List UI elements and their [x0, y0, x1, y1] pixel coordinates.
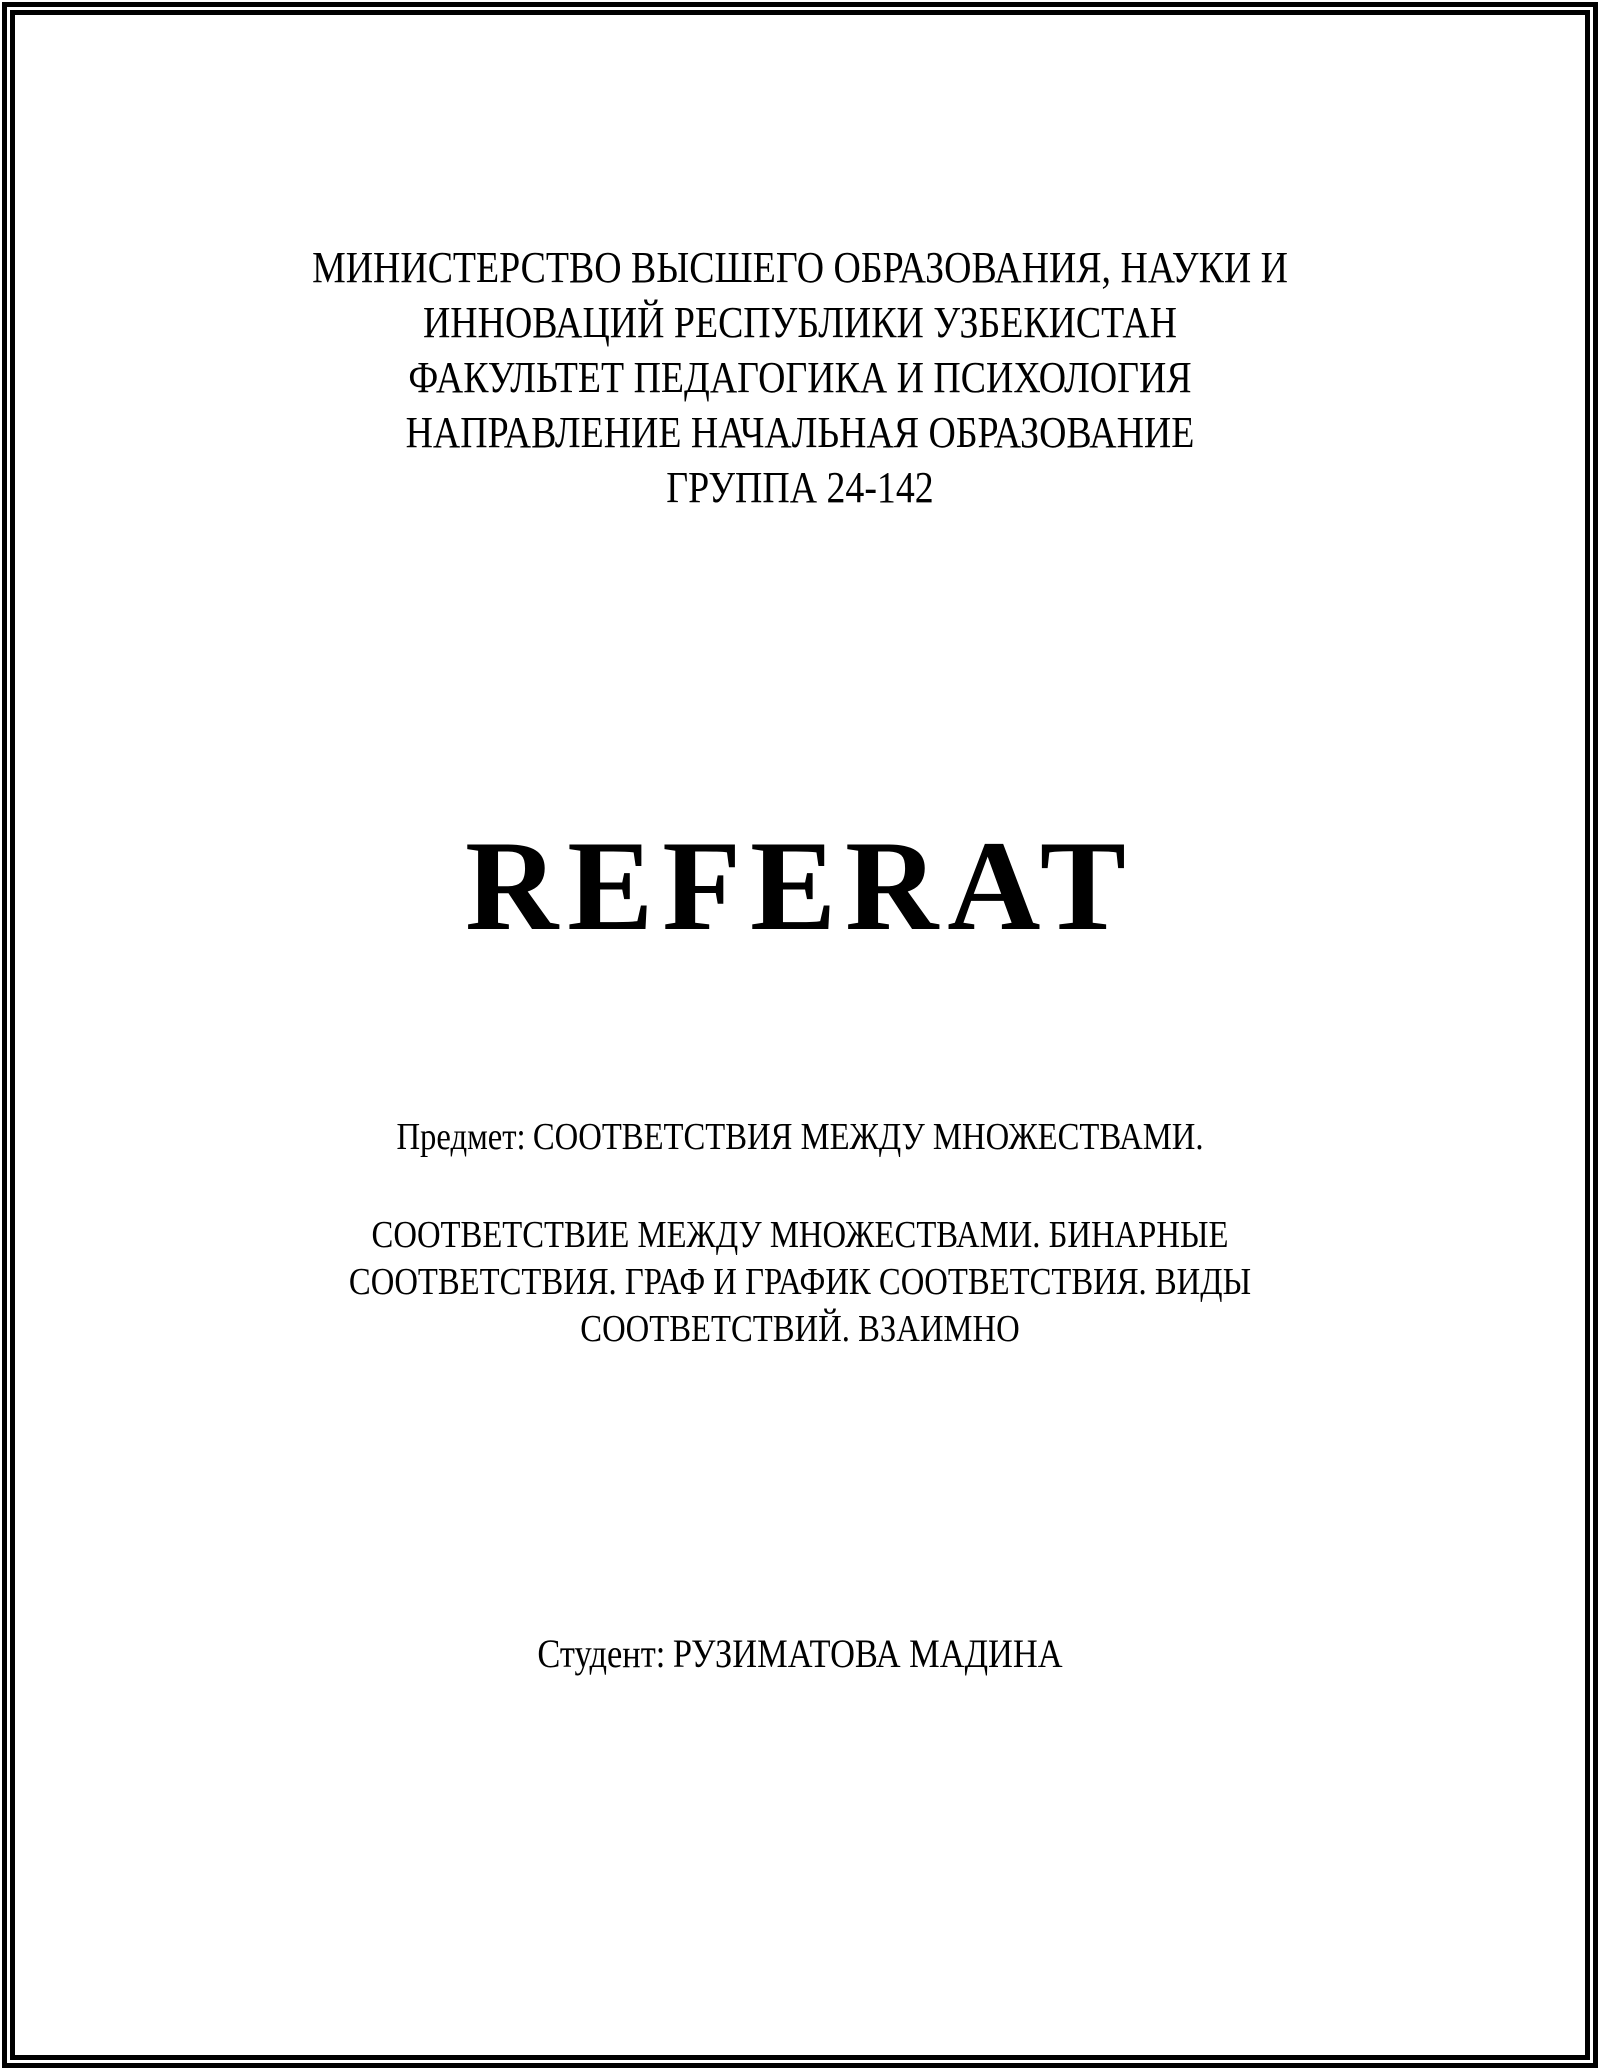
topic-line-3: СООТВЕТСТВИЙ. ВЗАИМНО: [580, 1308, 1020, 1350]
topic-line-1: СООТВЕТСТВИЕ МЕЖДУ МНОЖЕСТВАМИ. БИНАРНЫЕ: [371, 1214, 1229, 1256]
student-line: [112, 1629, 1488, 1679]
header-line-direction: НАПРАВЛЕНИЕ НАЧАЛЬНАЯ ОБРАЗОВАНИЕ: [405, 408, 1195, 457]
student-label: Студент:: [537, 1631, 666, 1676]
header-line-group: ГРУППА 24-142: [666, 463, 934, 512]
subject-label: Предмет:: [396, 1116, 526, 1158]
header-line-republic: ИННОВАЦИЙ РЕСПУБЛИКИ УЗБЕКИСТАН: [422, 298, 1178, 347]
institution-header: [112, 240, 1488, 515]
student-name: РУЗИМАТОВА МАДИНА: [672, 1631, 1063, 1676]
topic-block: [112, 1212, 1488, 1353]
header-line-faculty: ФАКУЛЬТЕТ ПЕДАГОГИКА И ПСИХОЛОГИЯ: [408, 353, 1192, 402]
header-line-ministry: МИНИСТЕРСТВО ВЫСШЕГО ОБРАЗОВАНИЯ, НАУКИ И: [312, 243, 1288, 292]
subject-text: СООТВЕТСТВИЯ МЕЖДУ МНОЖЕСТВАМИ.: [532, 1116, 1204, 1158]
topic-line-2: СООТВЕТСТВИЯ. ГРАФ И ГРАФИК СООТВЕТСТВИЯ. ВИДЫ: [348, 1261, 1252, 1303]
subject-line: [112, 1112, 1488, 1162]
document-title: REFERAT: [465, 814, 1135, 957]
